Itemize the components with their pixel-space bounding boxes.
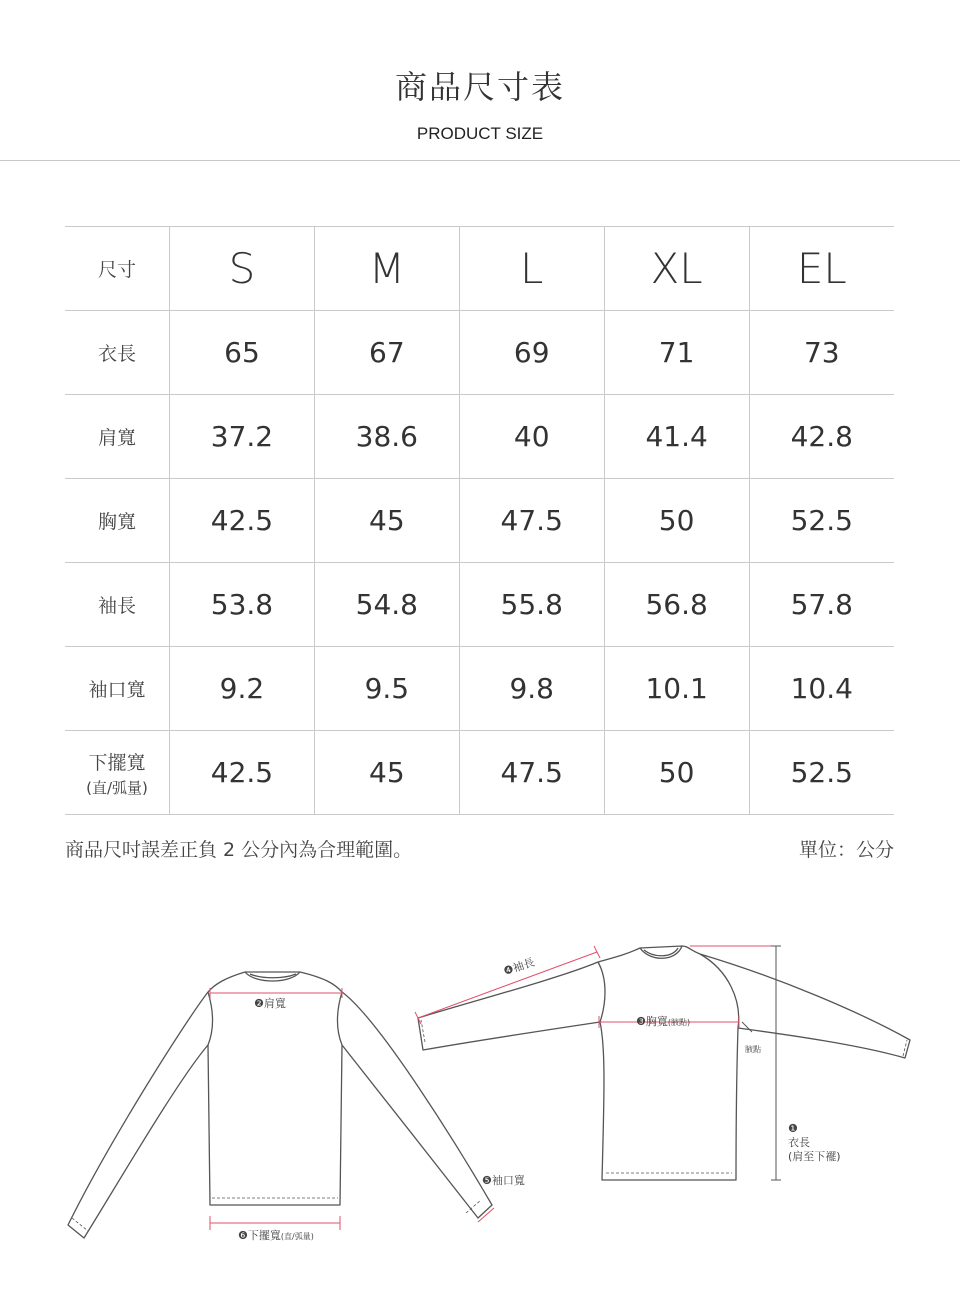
row-label: 胸寬: [65, 479, 170, 563]
cell-value: 42.8: [749, 395, 894, 479]
cell-value: 38.6: [314, 395, 459, 479]
header-divider: [0, 160, 960, 161]
table-row: [65, 731, 894, 815]
page-subtitle: PRODUCT SIZE: [416, 124, 544, 143]
cell-value: 47.5: [459, 731, 604, 815]
cell-value: 10.4: [749, 647, 894, 731]
back-shirt-illustration: [418, 946, 910, 1180]
page-title: 商品尺寸表: [394, 68, 565, 106]
size-el: EL: [749, 227, 894, 311]
size-m: M: [314, 227, 459, 311]
cell-value: 50: [604, 731, 749, 815]
cell-value: 42.5: [170, 731, 315, 815]
cell-value: 54.8: [314, 563, 459, 647]
sleeve-length-callout: ❹袖長: [501, 955, 537, 978]
cell-value: 45: [314, 479, 459, 563]
size-header-row: [65, 227, 894, 311]
table-row: [65, 479, 894, 563]
size-table: [65, 226, 894, 815]
corner-label: 尺寸: [65, 227, 170, 311]
cell-value: 45: [314, 731, 459, 815]
tolerance-note: 商品尺吋誤差正負 2 公分內為合理範圍。: [65, 839, 413, 861]
row-label: [65, 731, 170, 815]
measurement-diagram: [0, 900, 960, 1260]
size-s: S: [170, 227, 315, 311]
cell-value: 71: [604, 311, 749, 395]
armpit-point-label: 腋點: [745, 1045, 761, 1054]
cell-value: 37.2: [170, 395, 315, 479]
table-row: [65, 563, 894, 647]
front-measurement-lines: [210, 988, 494, 1230]
cell-value: 65: [170, 311, 315, 395]
cell-value: 52.5: [749, 731, 894, 815]
length-label: 衣長: [788, 1136, 810, 1149]
unit-label: 單位：公分: [798, 839, 894, 861]
row-label: 肩寬: [65, 395, 170, 479]
table-row: [65, 395, 894, 479]
cell-value: 9.5: [314, 647, 459, 731]
hem-width-callout: ❻下擺寬(直/弧量): [238, 1229, 314, 1242]
cell-value: 52.5: [749, 479, 894, 563]
cell-value: 55.8: [459, 563, 604, 647]
cell-value: 57.8: [749, 563, 894, 647]
chest-width-callout: ❸胸寬(腋點): [636, 1015, 691, 1028]
cuff-width-callout: ❺袖口寬: [482, 1174, 525, 1187]
cell-value: 9.2: [170, 647, 315, 731]
cell-value: 56.8: [604, 563, 749, 647]
size-xl: XL: [604, 227, 749, 311]
length-measurement-line: [742, 946, 781, 1180]
shoulder-width-callout: ❷肩寬: [254, 997, 286, 1010]
row-label: 衣長: [65, 311, 170, 395]
cell-value: 67: [314, 311, 459, 395]
cell-value: 69: [459, 311, 604, 395]
cell-value: 41.4: [604, 395, 749, 479]
cell-value: 9.8: [459, 647, 604, 731]
table-row: [65, 311, 894, 395]
length-sub: (肩至下襬): [788, 1150, 841, 1163]
row-label: 袖口寬: [65, 647, 170, 731]
cell-value: 50: [604, 479, 749, 563]
row-label: 袖長: [65, 563, 170, 647]
table-row: [65, 647, 894, 731]
row-label-sub: (直/弧量): [86, 778, 148, 797]
cell-value: 40: [459, 395, 604, 479]
cell-value: 53.8: [170, 563, 315, 647]
length-num: ❶: [788, 1122, 798, 1135]
cell-value: 10.1: [604, 647, 749, 731]
cell-value: 42.5: [170, 479, 315, 563]
front-shirt-illustration: [68, 972, 492, 1238]
row-label-main: 下擺寬: [88, 751, 146, 774]
cell-value: 73: [749, 311, 894, 395]
size-l: L: [459, 227, 604, 311]
back-measurement-lines: [415, 946, 780, 1028]
cell-value: 47.5: [459, 479, 604, 563]
